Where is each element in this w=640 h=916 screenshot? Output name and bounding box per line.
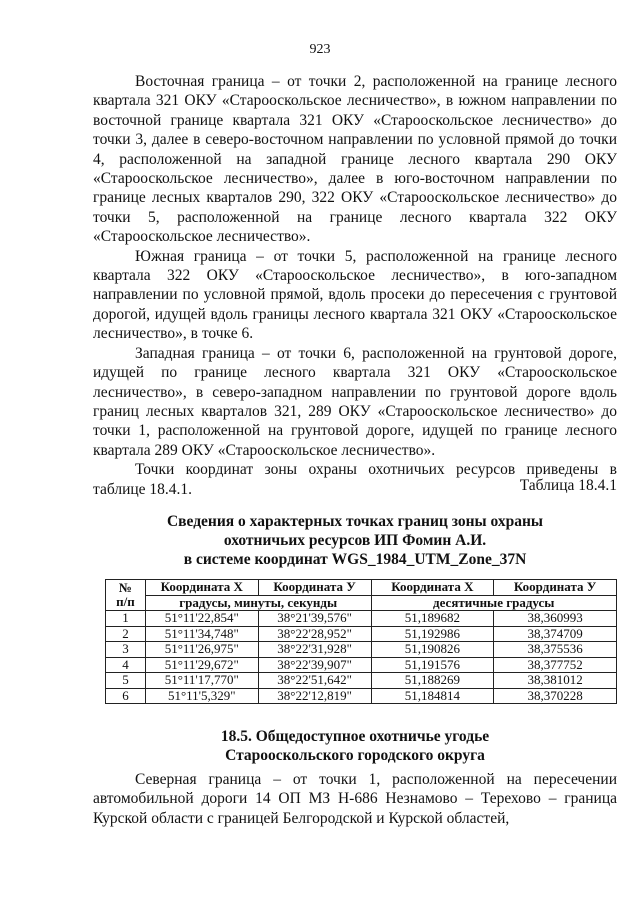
cell-x-dec: 51,188269 xyxy=(371,673,494,689)
section-title-line2: Старооскольского городского округа xyxy=(225,747,485,764)
cell-y-dms: 38°22'28,952" xyxy=(258,626,371,642)
header-coord-x-dec: Координата X xyxy=(371,580,494,596)
table-title-line: охотничьих ресурсов ИП Фомин А.И. xyxy=(223,532,487,549)
header-dec-units: десятичные градусы xyxy=(371,595,617,611)
page-number: 923 xyxy=(309,42,331,57)
cell-number: 1 xyxy=(106,611,146,627)
cell-number: 2 xyxy=(106,626,146,642)
cell-y-dec: 38,377752 xyxy=(494,657,617,673)
table-row xyxy=(106,673,617,689)
cell-x-dms: 51°11'26,975" xyxy=(145,642,258,658)
cell-y-dms: 38°22'12,819" xyxy=(258,688,371,704)
section-title-line1: 18.5. Общедоступное охотничье угодье xyxy=(220,728,490,745)
cell-number: 4 xyxy=(106,657,146,673)
cell-y-dms: 38°22'39,907" xyxy=(258,657,371,673)
cell-y-dec: 38,375536 xyxy=(494,642,617,658)
paragraph-north-border: Северная граница – от точки 1, расположенной на пересечении автомобильной дороги 14 ОП МЗ Н-686 Незнамово – Терехово – граница Курской области с границей Белгородской и Курской областей, xyxy=(93,771,617,827)
cell-y-dec: 38,374709 xyxy=(494,626,617,642)
cell-x-dms: 51°11'34,748" xyxy=(145,626,258,642)
header-coord-y-dms: Координата У xyxy=(258,580,371,596)
paragraph-table-reference: Точки координат зоны охраны охотничьих ресурсов приведены в таблице 18.4.1. xyxy=(93,461,617,498)
cell-y-dms: 38°22'31,928" xyxy=(258,642,371,658)
cell-number: 6 xyxy=(106,688,146,704)
cell-x-dms: 51°11'5,329" xyxy=(145,688,258,704)
cell-x-dms: 51°11'29,672" xyxy=(145,657,258,673)
header-dms-units: градусы, минуты, секунды xyxy=(145,595,371,611)
cell-number: 5 xyxy=(106,673,146,689)
intro-text xyxy=(93,72,617,499)
section-title xyxy=(93,727,617,765)
table-header-row xyxy=(106,580,617,596)
cell-x-dec: 51,184814 xyxy=(371,688,494,704)
cell-x-dec: 51,191576 xyxy=(371,657,494,673)
table-subheader-row xyxy=(106,595,617,611)
cell-y-dec: 38,360993 xyxy=(494,611,617,627)
table-row xyxy=(106,626,617,642)
cell-y-dms: 38°22'51,642" xyxy=(258,673,371,689)
paragraph-south-border: Южная граница – от точки 5, расположенной на границе лесного квартала 322 ОКУ «Старооскольское лесничество», в юго-западном направлении по условной прямой, вдоль просеки до пересечения с грунтовой дорогой, идущей вдоль границы лесного квартала 321 ОКУ «Старооскольское лесничество», в точке 6. xyxy=(93,247,617,343)
cell-x-dms: 51°11'17,770" xyxy=(145,673,258,689)
header-number-line1: № xyxy=(118,579,132,595)
table-row xyxy=(106,688,617,704)
paragraph-west-border: Западная граница – от точки 6, расположенной на грунтовой дороге, идущей по границе лесного квартала 321 ОКУ «Старооскольское лесничество», в северо-западном направлении по грунтовой дороге вдоль границ лесных кварталов 321, 289 ОКУ «Старооскольское лесничество» до точки 1, расположенной на грунтовой дороге, идущей по границе лесного квартала 289 ОКУ «Старооскольское лесничество». xyxy=(93,344,617,459)
cell-x-dec: 51,190826 xyxy=(371,642,494,658)
table-caption: Таблица 18.4.1 xyxy=(519,477,617,494)
table-row xyxy=(106,657,617,673)
header-number-line2: п/п xyxy=(116,594,135,609)
cell-x-dms: 51°11'22,854" xyxy=(145,611,258,627)
header-number xyxy=(106,580,146,611)
table-title-line: в системе координат WGS_1984_UTM_Zone_37N xyxy=(183,551,527,568)
table-row xyxy=(106,642,617,658)
cell-y-dms: 38°21'39,576" xyxy=(258,611,371,627)
section-body xyxy=(93,770,617,828)
cell-x-dec: 51,189682 xyxy=(371,611,494,627)
cell-x-dec: 51,192986 xyxy=(371,626,494,642)
cell-y-dec: 38,381012 xyxy=(494,673,617,689)
table-title xyxy=(93,512,617,569)
coordinates-table xyxy=(105,579,617,704)
cell-y-dec: 38,370228 xyxy=(494,688,617,704)
cell-number: 3 xyxy=(106,642,146,658)
header-coord-y-dec: Координата У xyxy=(494,580,617,596)
header-coord-x-dms: Координата X xyxy=(145,580,258,596)
table-row xyxy=(106,611,617,627)
table-title-line: Сведения о характерных точках границ зоны охраны xyxy=(166,513,544,530)
paragraph-east-border: Восточная граница – от точки 2, расположенной на границе лесного квартала 321 ОКУ «Старооскольское лесничество», в южном направлении по восточной границе квартала 321 ОКУ «Старооскольское лесничество» до точки 3, далее в северо-восточном направлении по условной прямой до точки 4, расположенной на западной границе лесного квартала 290 ОКУ «Старооскольское лесничество», далее в юго-восточном направлении по границе лесных кварталов 290, 322 ОКУ «Старооскольское лесничество» до точки 5, расположенной на границе лесного квартала 322 ОКУ «Старооскольское лесничество». xyxy=(93,73,617,246)
